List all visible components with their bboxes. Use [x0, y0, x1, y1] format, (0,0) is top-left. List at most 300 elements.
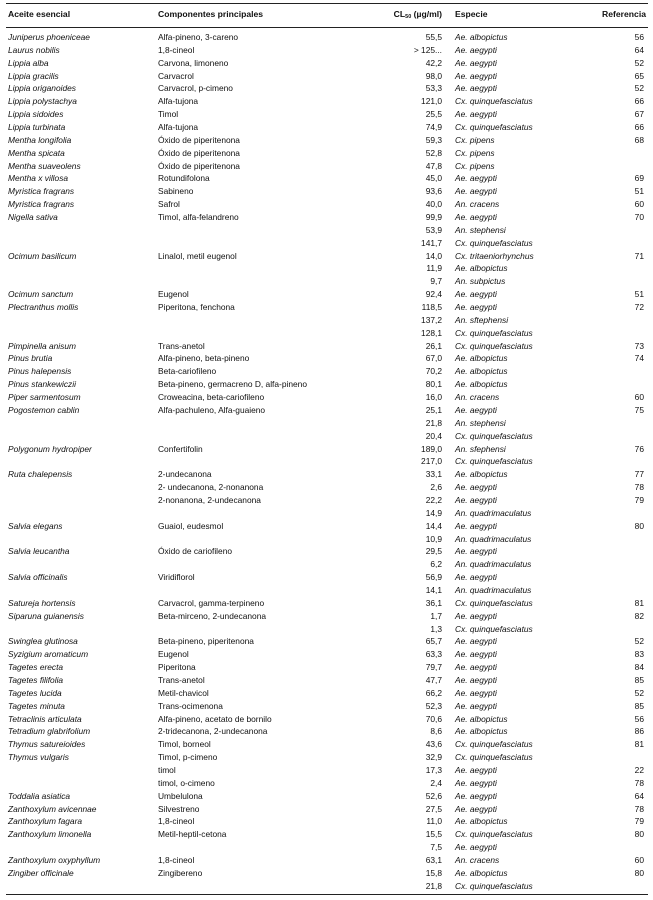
cell-oil: Tagetes lucida — [8, 687, 62, 698]
cell-components: Piperitona — [158, 662, 196, 673]
cell-oil: Thymus vulgaris — [8, 752, 69, 763]
cell-cl50: 10,9 — [425, 533, 442, 544]
cell-cl50: 63,3 — [425, 649, 442, 660]
cell-components: timol — [158, 764, 176, 775]
cell-components: Trans-anetol — [158, 674, 205, 685]
table-row — [6, 494, 648, 507]
cell-species: Ae. aegypti — [455, 687, 497, 698]
cell-cl50: 65,7 — [425, 636, 442, 647]
cell-cl50: 47,8 — [425, 160, 442, 171]
cell-species: An. quadrimaculatus — [455, 584, 532, 595]
cell-components: 1,8-cineol — [158, 816, 195, 827]
cell-reference: 78 — [634, 482, 644, 493]
cell-species: An. cracens — [455, 855, 500, 865]
cell-species: Ae. aegypti — [455, 674, 497, 685]
cell-reference: 74 — [634, 353, 644, 364]
cell-components: timol, o-cimeno — [158, 777, 215, 788]
cell-reference: 82 — [634, 610, 644, 621]
cell-cl50: 6,2 — [430, 559, 442, 570]
cell-cl50: 20,4 — [425, 430, 442, 441]
cell-cl50: 56,9 — [425, 572, 442, 583]
table-row — [6, 198, 648, 211]
cell-cl50: 141,7 — [421, 237, 442, 248]
cell-components: Metil-heptil-cetona — [158, 829, 227, 840]
table-row — [6, 352, 648, 365]
header-cl-prefix: CL — [393, 9, 406, 19]
cell-species: Ae. aegypti — [455, 173, 497, 184]
cell-reference: 22 — [634, 764, 644, 775]
cell-oil: Lippia alba — [8, 57, 49, 68]
cell-components: 2- undecanona, 2-nonanona — [158, 482, 264, 493]
cell-oil: Pogostemon cablin — [8, 404, 80, 415]
table-row — [6, 481, 648, 494]
cell-oil: Laurus nobilis — [8, 44, 60, 55]
cell-species: Cx. tritaeniorhynchus — [455, 250, 534, 261]
table-row — [6, 44, 648, 57]
table-row — [6, 841, 648, 854]
table-row — [6, 314, 648, 327]
cell-oil: Satureja hortensis — [8, 597, 76, 608]
cell-cl50: 99,9 — [425, 212, 442, 223]
cell-cl50: 67,0 — [425, 353, 442, 364]
cell-cl50: 1,3 — [430, 623, 442, 634]
cell-oil: Mentha x villosa — [8, 173, 69, 184]
table-row — [6, 700, 648, 713]
cell-reference: 75 — [634, 404, 644, 415]
cell-components: Silvestreno — [158, 803, 200, 814]
table-row — [6, 815, 648, 828]
cell-species: Ae. albopictus — [455, 353, 508, 364]
table-row — [6, 571, 648, 584]
table-row — [6, 237, 648, 250]
cell-cl50: 2,4 — [430, 777, 442, 788]
table-row — [6, 95, 648, 108]
cell-cl50: 118,5 — [421, 302, 442, 313]
cell-oil: Tetraclinis articulata — [8, 713, 82, 724]
cell-species: Cx. pipens — [455, 160, 495, 171]
cell-species: An. cracens — [455, 199, 500, 210]
cell-components: Alfa-tujona — [158, 96, 199, 107]
cell-oil: Swinglea glutinosa — [8, 636, 78, 647]
table-row — [6, 224, 648, 237]
cell-reference: 56 — [634, 32, 644, 42]
cell-components: Beta-cariofileno — [158, 366, 217, 377]
cell-species: Ae. albopictus — [455, 32, 508, 42]
cell-components: Confertifolin — [158, 443, 203, 454]
table-row — [6, 288, 648, 301]
cell-components: 2-tridecanona, 2-undecanona — [158, 726, 268, 737]
cell-species: Ae. aegypti — [455, 186, 497, 197]
cell-reference: 64 — [634, 44, 644, 55]
cell-species: An. stephensi — [455, 224, 506, 235]
cell-cl50: 36,1 — [425, 597, 442, 608]
cell-species: Cx. quinquefasciatus — [455, 597, 533, 608]
table-row — [6, 623, 648, 636]
cell-components: Óxido de piperitenona — [158, 147, 240, 158]
cell-reference: 85 — [634, 674, 644, 685]
cell-oil: Zanthoxylum oxyphyllum — [8, 855, 101, 865]
cell-cl50: 45,0 — [425, 173, 442, 184]
cell-cl50: 25,1 — [425, 404, 442, 415]
cell-reference: 80 — [634, 829, 644, 840]
table-row — [6, 738, 648, 751]
cell-species: Cx. quinquefasciatus — [455, 739, 533, 750]
cell-species: Cx. quinquefasciatus — [455, 340, 533, 351]
cell-reference: 73 — [634, 340, 644, 351]
cell-cl50: 55,5 — [425, 32, 442, 42]
cell-species: An. subpictus — [455, 276, 506, 287]
cell-reference: 52 — [634, 687, 644, 698]
cell-cl50: 14,9 — [425, 507, 442, 518]
cell-components: Piperitona, fenchona — [158, 302, 235, 313]
cell-species: Ae. albopictus — [455, 816, 508, 827]
table-row — [6, 828, 648, 841]
cell-reference: 84 — [634, 662, 644, 673]
table-row — [6, 661, 648, 674]
cell-oil: Siparuna guianensis — [8, 610, 84, 621]
cell-cl50: 66,2 — [425, 687, 442, 698]
cell-species: Ae. albopictus — [455, 379, 508, 390]
cell-reference: 66 — [634, 122, 644, 133]
cell-species: Cx. quinquefasciatus — [455, 456, 533, 467]
cell-oil: Pimpinella anisum — [8, 340, 76, 351]
table-row — [6, 121, 648, 134]
cell-components: Beta-mirceno, 2-undecanona — [158, 610, 267, 621]
table-row — [6, 648, 648, 661]
cell-cl50: 52,6 — [425, 790, 442, 801]
cell-reference: 85 — [634, 700, 644, 711]
cell-reference: 69 — [634, 173, 644, 184]
cell-reference: 67 — [634, 109, 644, 120]
cell-cl50: 47,7 — [425, 674, 442, 685]
table-row — [6, 520, 648, 533]
cell-species: Cx. quinquefasciatus — [455, 237, 533, 248]
cell-components: Carvacrol — [158, 70, 194, 81]
cell-reference: 52 — [634, 57, 644, 68]
cell-oil: Salvia officinalis — [8, 572, 68, 583]
cell-components: Alfa-pineno, acetato de bornilo — [158, 713, 272, 724]
table-row — [6, 340, 648, 353]
cell-cl50: 14,0 — [425, 250, 442, 261]
cell-cl50: 21,8 — [425, 417, 442, 428]
cell-cl50: 92,4 — [425, 289, 442, 300]
cell-species: Cx. quinquefasciatus — [455, 430, 533, 441]
cell-oil: Salvia leucantha — [8, 546, 70, 557]
cell-components: Trans-anetol — [158, 340, 205, 351]
cell-species: Ae. aegypti — [455, 289, 497, 300]
cell-species: Ae. aegypti — [455, 520, 497, 531]
header-oil: Aceite esencial — [8, 9, 71, 19]
cell-reference: 68 — [634, 134, 644, 145]
cell-species: Ae. aegypti — [455, 662, 497, 673]
cell-cl50: 25,5 — [425, 109, 442, 120]
header-cl50 — [366, 9, 442, 25]
cell-oil: Pinus halepensis — [8, 366, 72, 377]
cell-components: Linalol, metil eugenol — [158, 250, 237, 261]
cell-reference: 52 — [634, 636, 644, 647]
table-row — [6, 134, 648, 147]
cell-species: An. sftephensi — [455, 314, 509, 325]
cell-species: Cx. quinquefasciatus — [455, 829, 533, 840]
cell-species: An. quadrimaculatus — [455, 507, 532, 518]
cell-species: An. quadrimaculatus — [455, 533, 532, 544]
cell-oil: Zanthoxylum fagara — [8, 816, 83, 827]
cell-reference: 79 — [634, 494, 644, 505]
cell-oil: Zanthoxylum avicennae — [8, 803, 97, 814]
cell-cl50: 22,2 — [425, 494, 442, 505]
cell-reference: 51 — [634, 186, 644, 197]
table-row — [6, 751, 648, 764]
cell-cl50: 40,0 — [425, 199, 442, 210]
cell-cl50: 128,1 — [421, 327, 442, 338]
cell-cl50: 21,8 — [425, 880, 442, 891]
cell-cl50: 11,9 — [426, 263, 442, 274]
table-row — [6, 378, 648, 391]
header-reference: Referencia — [602, 9, 646, 19]
table-row — [6, 301, 648, 314]
cell-species: An. stephensi — [455, 417, 506, 428]
cell-species: Ae. aegypti — [455, 302, 497, 313]
cell-species: Ae. aegypti — [455, 649, 497, 660]
table-row — [6, 867, 648, 880]
table-row — [6, 725, 648, 738]
table-row — [6, 275, 648, 288]
table-row — [6, 713, 648, 726]
cell-reference: 72 — [634, 302, 644, 313]
header-species: Especie — [455, 9, 488, 19]
table-row — [6, 70, 648, 83]
cell-species: An. cracens — [455, 392, 500, 403]
cell-oil: Zanthoxylum limonella — [8, 829, 92, 840]
table-row — [6, 147, 648, 160]
cell-oil: Zingiber officinale — [8, 867, 74, 878]
cell-species: Ae. albopictus — [455, 713, 508, 724]
cell-reference: 60 — [634, 855, 644, 865]
cell-components: 1,8-cineol — [158, 855, 195, 865]
cell-cl50: 217,0 — [421, 456, 442, 467]
cell-cl50: 32,9 — [425, 752, 442, 763]
cell-components: Beta-pineno, piperitenona — [158, 636, 254, 647]
cell-oil: Pinus stankewiczii — [8, 379, 76, 390]
cell-components: Eugenol — [158, 649, 189, 660]
cell-cl50: 53,9 — [425, 224, 442, 235]
cell-species: An. quadrimaculatus — [455, 559, 532, 570]
cell-reference: 78 — [634, 803, 644, 814]
table-row — [6, 31, 648, 44]
cell-cl50: 80,1 — [425, 379, 442, 390]
cell-components: Óxido de piperitenona — [158, 160, 240, 171]
cell-components: Zingibereno — [158, 867, 203, 878]
cell-reference: 80 — [634, 867, 644, 878]
cell-species: Ae. aegypti — [455, 57, 497, 68]
cell-cl50: 9,7 — [430, 276, 442, 287]
cell-reference: 79 — [634, 816, 644, 827]
table-row — [6, 790, 648, 803]
table-row — [6, 597, 648, 610]
table-row — [6, 533, 648, 546]
cell-cl50: 8,6 — [430, 726, 442, 737]
table-row — [6, 417, 648, 430]
cell-reference: 70 — [634, 212, 644, 223]
table-row — [6, 262, 648, 275]
table-row — [6, 687, 648, 700]
cell-oil: Pinus brutia — [8, 353, 53, 364]
cell-oil: Tagetes filifolia — [8, 674, 64, 685]
cell-components: Óxido de cariofileno — [158, 546, 233, 557]
cell-components: Carvacrol, p-cimeno — [158, 83, 233, 94]
header-cl-sub: 50 — [405, 14, 412, 20]
cell-cl50: 16,0 — [425, 392, 442, 403]
cell-reference: 71 — [634, 250, 644, 261]
cell-oil: Tagetes minuta — [8, 700, 65, 711]
cell-oil: Lippia origanoides — [8, 83, 76, 94]
cell-components: Umbelulona — [158, 790, 203, 801]
table-row — [6, 160, 648, 173]
cell-reference: 77 — [634, 469, 644, 480]
cell-cl50: 14,4 — [425, 520, 442, 531]
cell-cl50: 7,5 — [430, 842, 442, 853]
table-row — [6, 803, 648, 816]
cell-components: Metil-chavicol — [158, 687, 209, 698]
cell-species: Ae. aegypti — [455, 700, 497, 711]
table-row — [6, 584, 648, 597]
cell-oil: Myristica fragrans — [8, 199, 75, 210]
table-row — [6, 172, 648, 185]
cell-reference: 56 — [634, 713, 644, 724]
cell-species: Cx. quinquefasciatus — [455, 327, 533, 338]
cell-species: Ae. aegypti — [455, 109, 497, 120]
cell-components: Timol, p-cimeno — [158, 752, 218, 763]
cell-species: Cx. pipens — [455, 147, 495, 158]
cell-cl50: 63,1 — [425, 855, 442, 865]
cell-species: Ae. aegypti — [455, 572, 497, 583]
cell-species: Ae. aegypti — [455, 790, 497, 801]
cell-cl50: 33,1 — [425, 469, 442, 480]
cell-reference: 76 — [634, 443, 644, 454]
cell-components: Eugenol — [158, 289, 189, 300]
cell-components: Rotundifolona — [158, 173, 210, 184]
table-row — [6, 558, 648, 571]
cell-cl50: 52,3 — [425, 700, 442, 711]
cell-species: Ae. aegypti — [455, 610, 497, 621]
cell-species: Ae. albopictus — [455, 469, 508, 480]
cell-cl50: 2,6 — [430, 482, 442, 493]
cell-cl50: 137,2 — [421, 314, 442, 325]
top-rule — [6, 3, 648, 4]
cell-species: Ae. albopictus — [455, 726, 508, 737]
bottom-rule — [6, 894, 648, 895]
cell-cl50: 93,6 — [425, 186, 442, 197]
table-row — [6, 365, 648, 378]
cell-cl50: 79,7 — [425, 662, 442, 673]
cell-species: Ae. aegypti — [455, 764, 497, 775]
table-row — [6, 507, 648, 520]
table-row — [6, 545, 648, 558]
cell-cl50: > 125... — [413, 44, 442, 55]
cell-species: Cx. quinquefasciatus — [455, 623, 533, 634]
cell-components: Timol — [158, 109, 179, 120]
cell-reference: 64 — [634, 790, 644, 801]
cell-cl50: 121,0 — [421, 96, 442, 107]
cell-species: Cx. quinquefasciatus — [455, 752, 533, 763]
table-row — [6, 430, 648, 443]
cell-species: Ae. albopictus — [455, 867, 508, 878]
cell-species: Cx. pipens — [455, 134, 495, 145]
cell-species: Cx. quinquefasciatus — [455, 122, 533, 133]
cell-species: Ae. aegypti — [455, 83, 497, 94]
cell-oil: Lippia sidoides — [8, 109, 64, 120]
cell-cl50: 53,3 — [425, 83, 442, 94]
cell-components: Carvona, limoneno — [158, 57, 229, 68]
cell-species: Ae. albopictus — [455, 263, 508, 274]
cell-oil: Toddalia asiatica — [8, 790, 71, 801]
cell-components: Alfa-pineno, beta-pineno — [158, 353, 250, 364]
cell-species: Ae. aegypti — [455, 212, 497, 223]
cell-components: Croweacina, beta-cariofileno — [158, 392, 265, 403]
cell-oil: Ocimum basilicum — [8, 250, 77, 261]
cell-species: Cx. quinquefasciatus — [455, 880, 533, 891]
cell-cl50: 14,1 — [425, 584, 442, 595]
cell-cl50: 98,0 — [425, 70, 442, 81]
cell-components: Timol, alfa-felandreno — [158, 212, 239, 223]
cell-reference: 51 — [634, 289, 644, 300]
table-row — [6, 211, 648, 224]
cell-oil: Lippia gracilis — [8, 70, 59, 81]
cell-species: Ae. albopictus — [455, 366, 508, 377]
cell-species: Ae. aegypti — [455, 494, 497, 505]
cell-reference: 52 — [634, 83, 644, 94]
cell-oil: Mentha spicata — [8, 147, 65, 158]
cell-oil: Myristica fragrans — [8, 186, 75, 197]
cell-reference: 80 — [634, 520, 644, 531]
cell-species: Ae. aegypti — [455, 482, 497, 493]
cell-cl50: 42,2 — [425, 57, 442, 68]
table-row — [6, 610, 648, 623]
cell-species: Ae. aegypti — [455, 44, 497, 55]
cell-cl50: 74,9 — [425, 122, 442, 133]
cell-reference: 66 — [634, 96, 644, 107]
cell-components: 2-nonanona, 2-undecanona — [158, 494, 261, 505]
cell-oil: Ocimum sanctum — [8, 289, 74, 300]
cell-components: Guaiol, eudesmol — [158, 520, 224, 531]
cell-reference: 60 — [634, 392, 644, 403]
table-row — [6, 391, 648, 404]
cell-components: Trans-ocimenona — [158, 700, 223, 711]
table-row — [6, 327, 648, 340]
cell-components: Óxido de piperitenona — [158, 134, 240, 145]
table-row — [6, 82, 648, 95]
cell-oil: Nigella sativa — [8, 212, 58, 223]
table-row — [6, 185, 648, 198]
cell-oil: Tetradium glabrifolium — [8, 726, 91, 737]
table-row — [6, 880, 648, 893]
table-row — [6, 404, 648, 417]
cell-species: An. sfephensi — [455, 443, 506, 454]
table-row — [6, 57, 648, 70]
cell-reference: 60 — [634, 199, 644, 210]
cell-oil: Polygonum hydropiper — [8, 443, 92, 454]
header-components: Componentes principales — [158, 9, 264, 19]
cell-oil: Salvia elegans — [8, 520, 63, 531]
cell-species: Ae. aegypti — [455, 842, 497, 853]
table-row — [6, 250, 648, 263]
cell-oil: Mentha longifolia — [8, 134, 72, 145]
cell-species: Cx. quinquefasciatus — [455, 96, 533, 107]
cell-reference: 86 — [634, 726, 644, 737]
cell-species: Ae. aegypti — [455, 803, 497, 814]
cell-components: Carvacrol, gamma-terpineno — [158, 597, 265, 608]
cell-cl50: 26,1 — [425, 340, 442, 351]
